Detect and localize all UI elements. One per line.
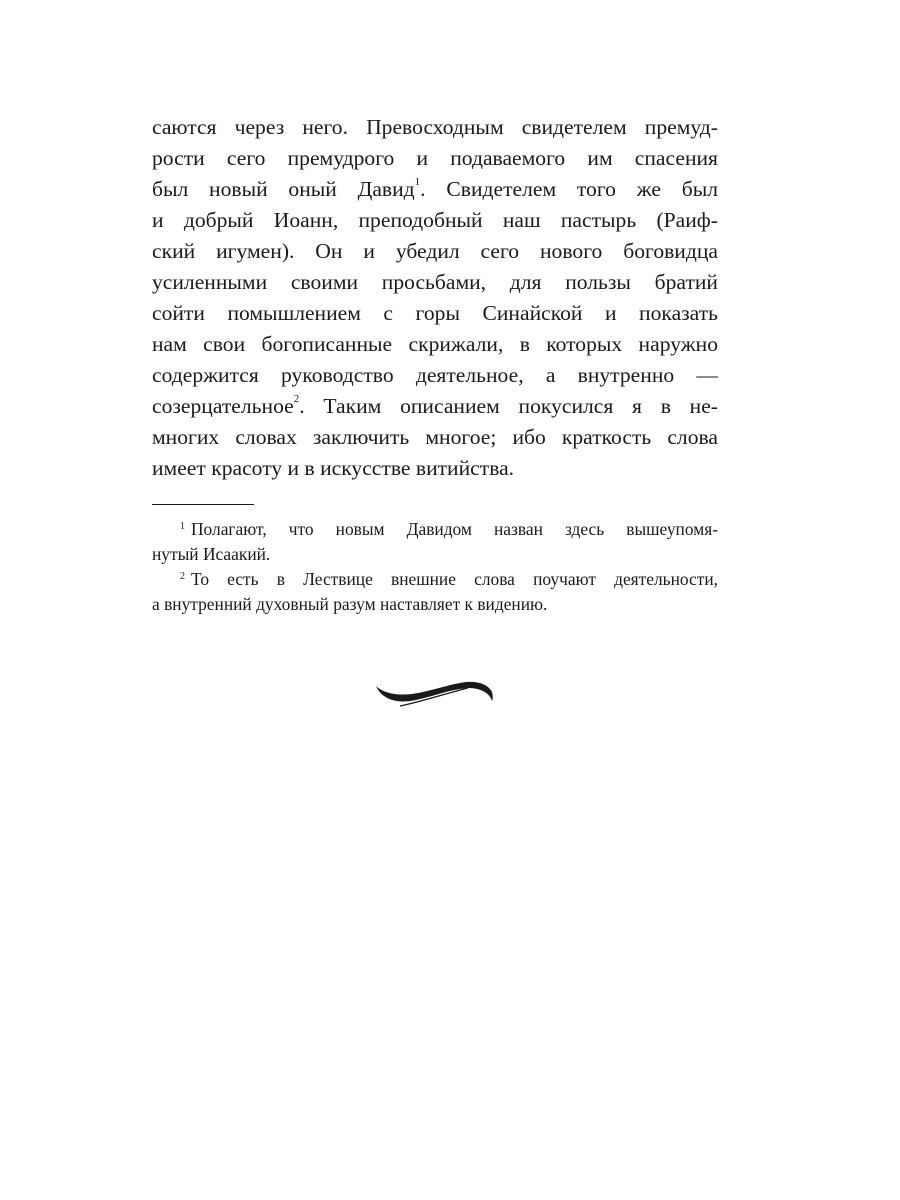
- text-line: саются через него. Превосходным свидетелем премуд-: [152, 115, 718, 139]
- footnote-2-continuation: а внутренний духовный разум наставляет к видению.: [152, 594, 548, 614]
- text-line: сойти помышлением с горы Синайской и показать: [152, 301, 718, 325]
- main-text: [152, 112, 718, 484]
- page-content: [152, 112, 718, 617]
- footnote-mark: 1: [180, 521, 185, 532]
- footnote-2: [152, 567, 718, 592]
- text-line: усиленными своими просьбами, для пользы братий: [152, 270, 718, 294]
- text-line: содержится руководство деятельное, а внутренно —: [152, 363, 718, 387]
- footnote-1-continuation: нутый Исаакий.: [152, 544, 271, 564]
- flourish-ornament-icon: [372, 672, 496, 712]
- text-segment: созерцательное: [152, 394, 294, 418]
- footnote-text: То есть в Лествице внешние слова поучают деятельности,: [191, 569, 718, 589]
- text-line: ский игумен). Он и убедил сего нового боговидца: [152, 239, 718, 263]
- text-line: и добрый Иоанн, преподобный наш пастырь (Раиф-: [152, 208, 718, 232]
- text-line: [152, 391, 718, 422]
- text-line: многих словах заключить многое; ибо краткость слова: [152, 425, 718, 449]
- footnote-ref-1[interactable]: 1: [414, 175, 421, 188]
- footnote-1: [152, 517, 718, 542]
- footnote-text: Полагают, что новым Давидом назван здесь вышеупомя-: [191, 519, 718, 539]
- text-segment: . Таким описанием покусился я в не-: [299, 394, 718, 418]
- text-segment: был новый оный Давид: [152, 177, 415, 201]
- text-line: рости сего премудрого и подаваемого им спасения: [152, 146, 718, 170]
- text-segment: . Свидетелем того же был: [420, 177, 718, 201]
- footnote-ref-2[interactable]: 2: [293, 392, 300, 405]
- footnote-divider: [152, 504, 254, 505]
- text-line: нам свои богописанные скрижали, в которых наружно: [152, 332, 718, 356]
- footnote-mark: 2: [180, 571, 185, 582]
- footnotes: [152, 517, 718, 617]
- text-line: имеет красоту и в искусстве витийства.: [152, 456, 515, 480]
- text-line: [152, 174, 718, 205]
